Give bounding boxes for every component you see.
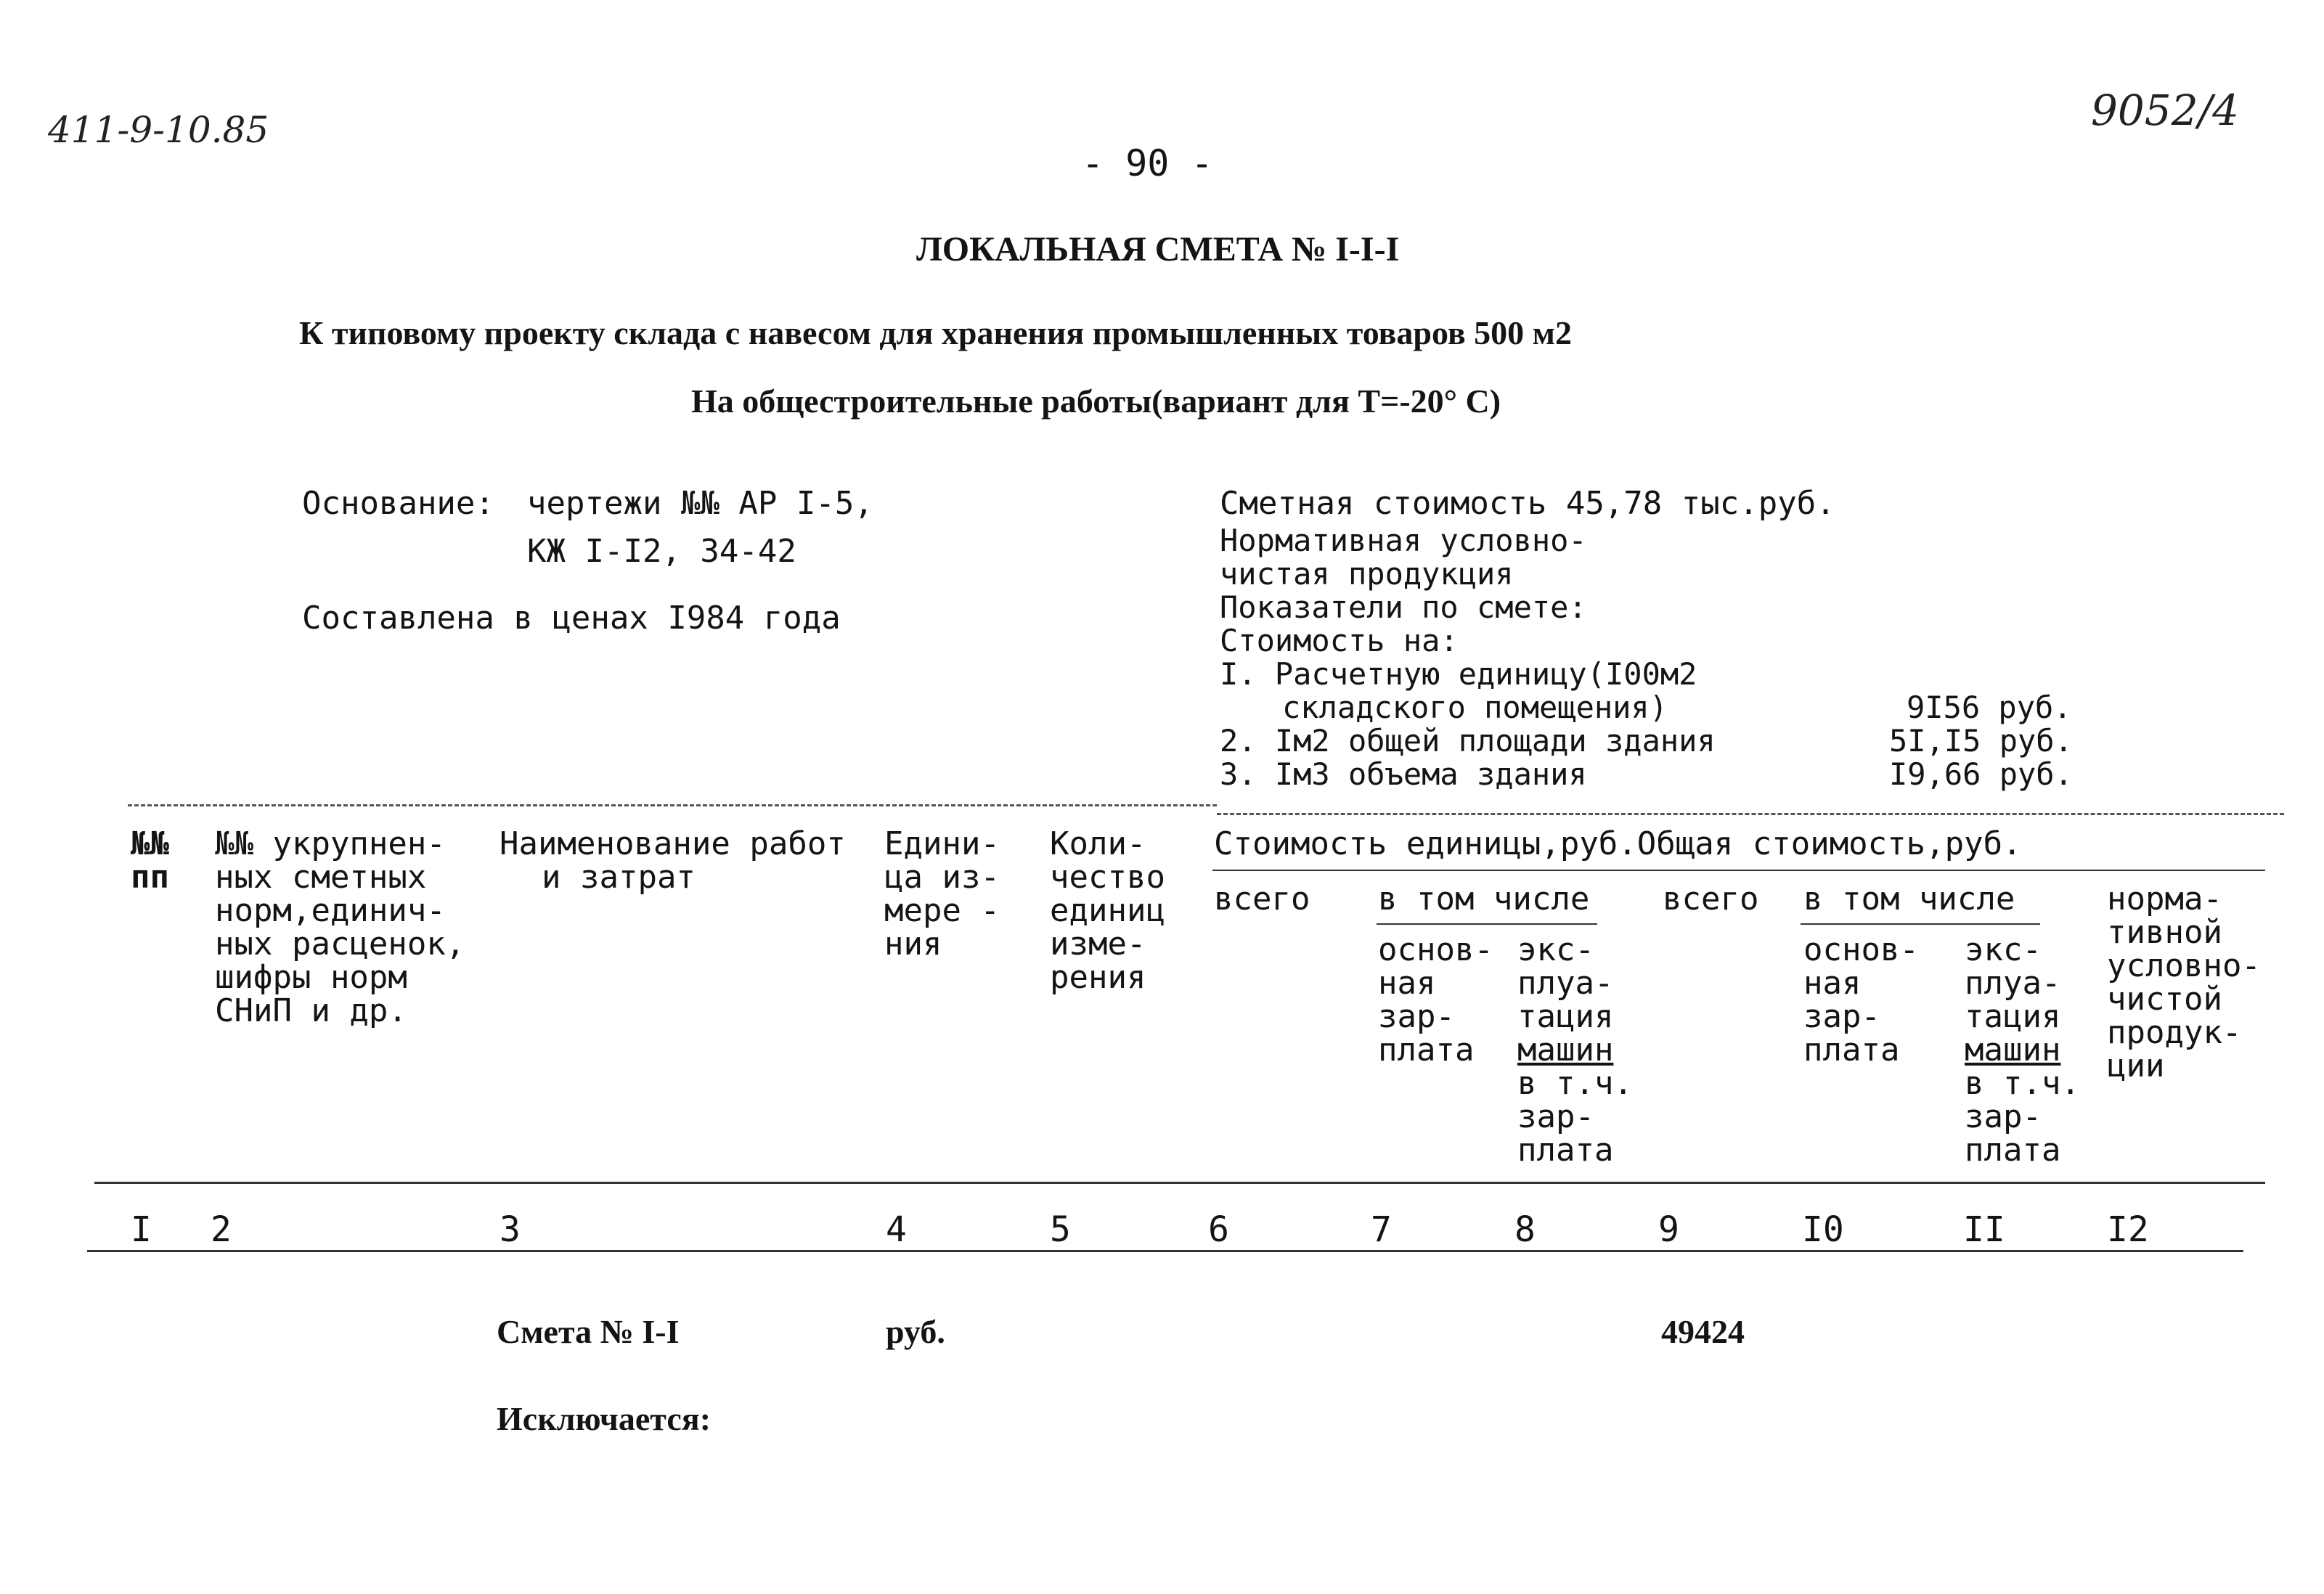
normative-product-line1: Нормативная условно- xyxy=(1220,523,1587,558)
row-excluded-heading: Исключается: xyxy=(497,1400,712,1437)
document-title: ЛОКАЛЬНАЯ СМЕТА № I-I-I xyxy=(916,230,1400,269)
document-subtitle-works: На общестроительные работы(вариант для Т=-20° С) xyxy=(691,383,1501,420)
sheet-number-note: 9052/4 xyxy=(2091,86,2240,135)
header-incl-total: в том числе xyxy=(1803,880,2015,917)
indicator-item-label: 2. Iм2 общей площади здания xyxy=(1220,723,1716,759)
column-number: I2 xyxy=(2107,1209,2149,1250)
table-top-rule-right xyxy=(1217,813,2284,815)
header-col11: экс- плуа- тация машин в т.ч. зар- плата xyxy=(1965,931,2080,1169)
page-number: - 90 - xyxy=(1082,142,1213,184)
indicators-heading: Показатели по смете: xyxy=(1220,589,1587,625)
column-number: I0 xyxy=(1802,1209,1844,1250)
header-col8: экс- плуа- тация машин в т.ч. зар- плата xyxy=(1517,931,1633,1169)
header-col2: №№ укрупнен- ных сметных норм,единич- ных расценок, шифры норм СНиП и др. xyxy=(215,825,465,1029)
estimated-cost: Сметная стоимость 45,78 тыс.руб. xyxy=(1220,485,1835,522)
column-number: 2 xyxy=(211,1209,232,1250)
indicator-item-value: 9I56 руб. xyxy=(1907,690,2072,725)
row-estimate-unit: руб. xyxy=(886,1313,945,1350)
column-numbers-rule xyxy=(87,1250,2243,1252)
group-header-rule xyxy=(1212,870,2265,871)
header-col12: норма- тивной условно- чистой продук- ции xyxy=(2107,880,2261,1084)
indicator-item-label-cont: складского помещения) xyxy=(1282,690,1668,725)
indicator-item-value: 5I,I5 руб. xyxy=(1889,723,2073,759)
column-number: II xyxy=(1963,1209,2005,1250)
basis-label: Основание: xyxy=(302,485,494,522)
column-number: 6 xyxy=(1208,1209,1229,1250)
indicator-item-label: I. Расчетную единицу(I00м2 xyxy=(1220,656,1697,692)
normative-product-line2: чистая продукция xyxy=(1220,556,1514,592)
cost-on-heading: Стоимость на: xyxy=(1220,623,1459,658)
header-incl-unit: в том числе xyxy=(1378,880,1590,917)
header-col5: Коли- чество единиц изме- рения xyxy=(1050,825,1165,996)
document-subtitle-project: К типовому проекту склада с навесом для хранения промышленных товаров 500 м2 xyxy=(299,314,1573,351)
row-estimate-name: Смета № I-I xyxy=(497,1313,680,1350)
header-col10: основ- ная зар- плата xyxy=(1803,931,1919,1068)
archive-code-note: 411-9-10.85 xyxy=(48,109,269,151)
row-estimate-total: 49424 xyxy=(1661,1313,1745,1350)
header-col1: №№ пп xyxy=(131,825,169,896)
column-number: 7 xyxy=(1371,1209,1392,1250)
header-col3: Наименование работ и затрат xyxy=(500,825,846,896)
column-number: 5 xyxy=(1050,1209,1071,1250)
column-number: 9 xyxy=(1658,1209,1679,1250)
column-number: 3 xyxy=(500,1209,521,1250)
header-cost-group: Стоимость единицы,руб.Общая стоимость,руб. xyxy=(1214,825,2022,862)
indicator-item-value: I9,66 руб. xyxy=(1889,756,2073,792)
header-bottom-rule xyxy=(94,1182,2265,1184)
column-number: I xyxy=(131,1209,152,1250)
table-top-rule-left xyxy=(128,804,1217,806)
price-base-note: Составлена в ценах I984 года xyxy=(302,600,841,637)
basis-drawings-line2: КЖ I-I2, 34-42 xyxy=(527,533,796,570)
indicator-item-label: 3. Iм3 объема здания xyxy=(1220,756,1587,792)
incl-underline-2 xyxy=(1801,923,2040,925)
header-col9: всего xyxy=(1663,880,1759,917)
column-number: 8 xyxy=(1514,1209,1536,1250)
column-number: 4 xyxy=(886,1209,907,1250)
header-col7: основ- ная зар- плата xyxy=(1378,931,1493,1068)
header-col6: всего xyxy=(1214,880,1310,917)
incl-underline-1 xyxy=(1377,923,1597,925)
basis-drawings-line1: чертежи №№ АР I-5, xyxy=(527,485,873,522)
header-col4: Едини- ца из- мере - ния xyxy=(884,825,1000,962)
